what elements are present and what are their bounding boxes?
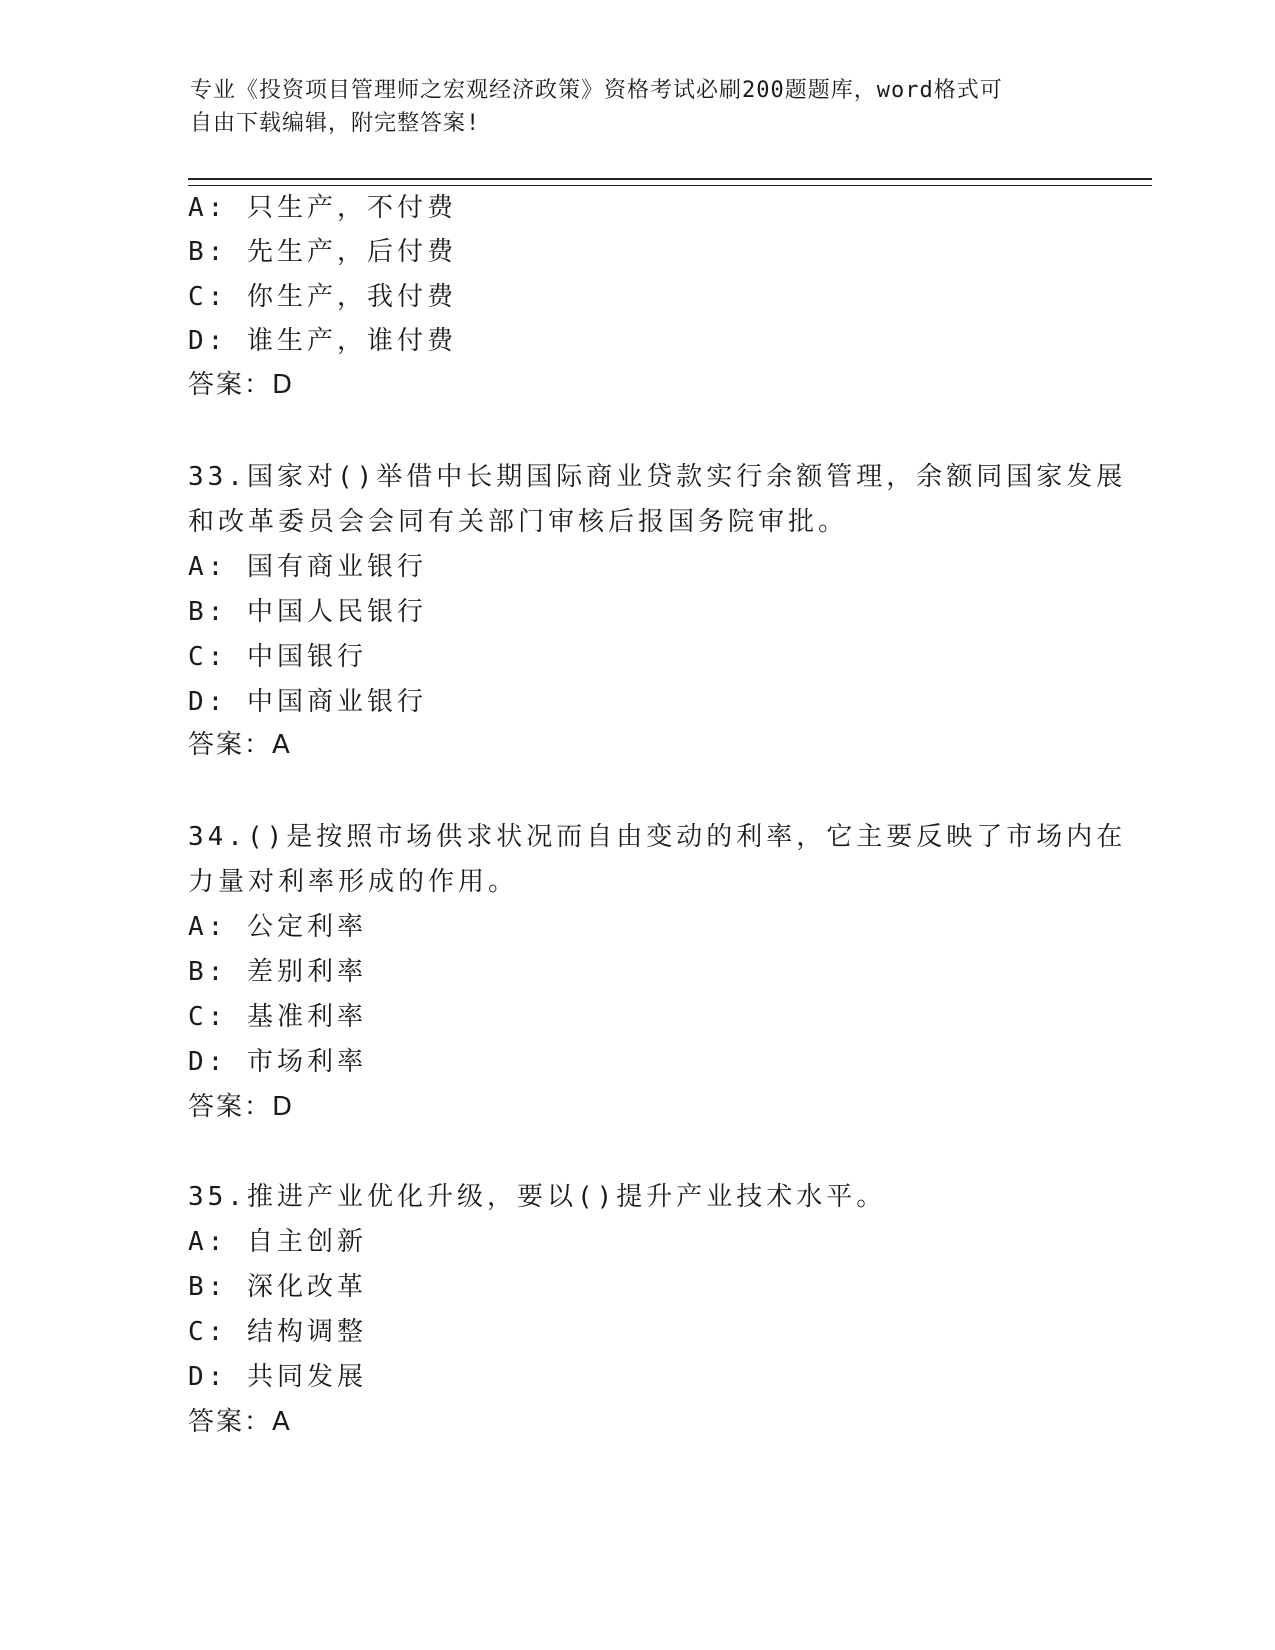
q35-option-c: C: 结构调整	[188, 1317, 367, 1347]
header-divider	[188, 178, 1152, 186]
q34-option-b: B: 差别利率	[188, 957, 367, 987]
header-line-2: 自由下载编辑，附完整答案!	[190, 111, 481, 136]
q33-option-c: C: 中国银行	[188, 642, 367, 672]
q34-option-a: A: 公定利率	[188, 912, 367, 942]
q34-answer: 答案：D	[188, 1092, 295, 1122]
q34-stem-line-1: 34.()是按照市场供求状况而自由变动的利率，它主要反映了市场内在	[188, 822, 1127, 852]
q35-stem-line-1: 35.推进产业优化升级，要以()提升产业技术水平。	[188, 1182, 887, 1212]
q33-answer: 答案：A	[188, 730, 292, 760]
q32-answer: 答案：D	[188, 370, 295, 400]
q34-option-c: C: 基准利率	[188, 1002, 367, 1032]
header-line-1: 专业《投资项目管理师之宏观经济政策》资格考试必刷200题题库，word格式可	[190, 78, 1003, 103]
q32-option-a: A: 只生产，不付费	[188, 193, 457, 223]
q32-option-b: B: 先生产，后付费	[188, 237, 457, 267]
q33-stem-line-2: 和改革委员会会同有关部门审核后报国务院审批。	[188, 507, 849, 537]
q35-option-d: D: 共同发展	[188, 1362, 367, 1392]
document-header	[190, 74, 1090, 140]
q34-option-d: D: 市场利率	[188, 1047, 367, 1077]
q35-option-a: A: 自主创新	[188, 1227, 367, 1257]
q33-option-d: D: 中国商业银行	[188, 687, 427, 717]
q33-stem-line-1: 33.国家对()举借中长期国际商业贷款实行余额管理，余额同国家发展	[188, 462, 1127, 492]
q35-answer: 答案：A	[188, 1407, 292, 1437]
q33-option-b: B: 中国人民银行	[188, 597, 427, 627]
q35-option-b: B: 深化改革	[188, 1272, 367, 1302]
q32-option-d: D: 谁生产，谁付费	[188, 326, 457, 356]
q34-stem-line-2: 力量对利率形成的作用。	[188, 867, 519, 897]
q32-option-c: C: 你生产，我付费	[188, 282, 457, 312]
q33-option-a: A: 国有商业银行	[188, 552, 427, 582]
